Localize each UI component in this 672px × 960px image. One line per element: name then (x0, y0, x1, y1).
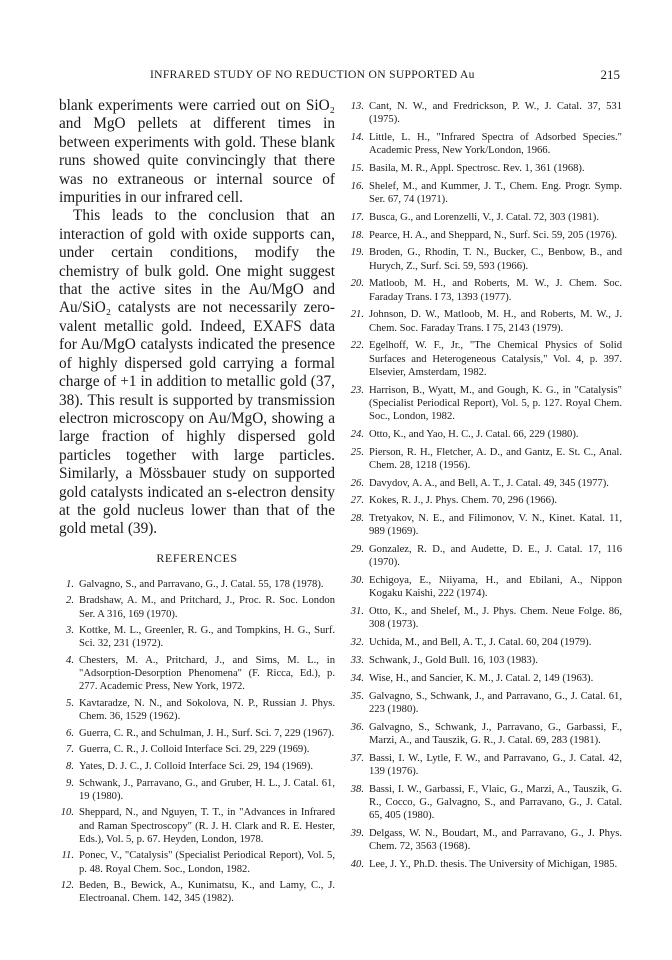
reference-item (349, 690, 622, 716)
reference-text: Gonzalez, R. D., and Audette, D. E., J. Catal. 17, 116 (1970). (369, 544, 622, 569)
references-list-right (349, 100, 622, 871)
reference-number: 7. (66, 744, 74, 756)
reference-number: 3. (66, 625, 74, 637)
reference-item (349, 246, 622, 272)
reference-number: 14. (350, 132, 364, 143)
reference-text: Kavtaradze, N. N., and Sokolova, N. P., Russian J. Phys. Chem. 36, 1529 (1962). (79, 697, 335, 723)
reference-item (349, 211, 622, 224)
reference-item (59, 849, 335, 875)
reference-text: Bassi, I. W., Lytle, F. W., and Parravano, G., J. Catal. 42, 139 (1976). (369, 752, 622, 777)
reference-item (349, 605, 622, 631)
reference-number: 26. (350, 477, 364, 489)
reference-item (59, 727, 335, 740)
reference-item (349, 477, 622, 490)
reference-text: Guerra, C. R., J. Colloid Interface Sci. 29, 229 (1969). (79, 744, 310, 756)
reference-text: Galvagno, S., Schwank, J., and Parravano, G., J. Catal. 61, 223 (1980). (369, 690, 622, 715)
reference-number: 17. (350, 211, 364, 223)
reference-item (59, 806, 335, 846)
reference-text: Galvagno, S., and Parravano, G., J. Catal. 55, 178 (1978). (79, 578, 324, 590)
reference-text: Cant, N. W., and Fredrickson, P. W., J. Catal. 37, 531 (1975). (369, 101, 622, 126)
reference-item (349, 277, 622, 303)
reference-number: 31. (350, 606, 364, 618)
reference-item (59, 777, 335, 803)
reference-number: 5. (66, 697, 74, 709)
reference-number: 23. (350, 384, 364, 396)
reference-text: Johnson, D. W., Matloob, M. H., and Roberts, M. W., J. Chem. Soc. Faraday Trans. I 75, 2143 (1979). (369, 309, 622, 334)
reference-item (349, 162, 622, 175)
reference-number: 25. (350, 446, 364, 458)
reference-text: Basila, M. R., Appl. Spectrosc. Rev. 1, 361 (1968). (369, 163, 585, 174)
body-text (59, 97, 335, 539)
reference-text: Broden, G., Rhodin, T. N., Bucker, C., Benbow, B., and Hurych, Z., Surf. Sci. 59, 593 (1966). (369, 247, 622, 272)
reference-number: 11. (61, 850, 74, 862)
reference-text: Beden, B., Bewick, A., Kunimatsu, K., and Lamy, C., J. Electroanal. Chem. 142, 345 (1982). (79, 880, 335, 905)
reference-item (349, 827, 622, 853)
reference-item (349, 229, 622, 242)
reference-item (349, 858, 622, 871)
reference-item (349, 100, 622, 126)
reference-number: 10. (60, 807, 74, 819)
reference-number: 22. (350, 340, 364, 352)
reference-text: Pierson, R. H., Fletcher, A. D., and Gantz, E. St. C., Anal. Chem. 28, 1218 (1956). (369, 446, 622, 471)
reference-item (349, 428, 622, 441)
reference-item (349, 672, 622, 685)
reference-text: Harrison, B., Wyatt, M., and Gough, K. G., in "Catalysis" (Specialist Periodical Report), Vol. 5, p. 127. Royal Chem. Soc., London, 1982. (369, 384, 622, 422)
reference-text: Tretyakov, N. E., and Filimonov, V. N., Kinet. Katal. 11, 989 (1969). (369, 513, 622, 538)
reference-text: Galvagno, S., Schwank, J., Parravano, G., Garbassi, F., Marzi, A., and Tauszik, G. R., J. Catal. 69, 283 (1981). (369, 721, 622, 746)
body-paragraph: blank experiments were carried out on SiO₂ and MgO pellets at different times in between experiments with gold. These blank runs showed quite convincingly that there was no extraneous or internal source of impurities in our infrared cell. (59, 97, 335, 207)
reference-item (349, 574, 622, 600)
reference-number: 16. (350, 180, 364, 192)
body-paragraph: This leads to the conclusion that an interaction of gold with oxide supports can, under certain conditions, modify the chemistry of bulk gold. One might suggest that the active sites in the Au/MgO and Au/SiO₂ catalysts are not necessarily zero-valent metallic gold. Indeed, EXAFS data for Au/MgO catalysts indicated the presence of highly dispersed gold carrying a formal charge of +1 in addition to metallic gold (37, 38). This result is supported by transmission electron microscopy on Au/MgO, showing a large fraction of highly dispersed gold particles together with large particles. Similarly, a Mössbauer study on supported gold catalysts indicated an s-electron density at the gold nucleus lower than that of the gold metal (39). (59, 207, 335, 538)
reference-number: 33. (350, 654, 364, 666)
reference-item (349, 721, 622, 747)
reference-item (59, 654, 335, 694)
running-header (150, 68, 620, 88)
reference-item (59, 624, 335, 650)
reference-text: Schwank, J., Parravano, G., and Gruber, H. L., J. Catal. 61, 19 (1980). (79, 777, 335, 802)
references-heading: REFERENCES (156, 550, 238, 565)
reference-item (349, 494, 622, 507)
page-number: 215 (600, 67, 620, 82)
reference-number: 27. (350, 495, 364, 507)
reference-number: 9. (66, 777, 74, 789)
reference-number: 37. (350, 752, 364, 764)
reference-text: Lee, J. Y., Ph.D. thesis. The University of Michigan, 1985. (369, 858, 618, 870)
reference-number: 2. (66, 595, 74, 607)
reference-number: 32. (350, 637, 364, 649)
reference-number: 29. (350, 544, 364, 556)
reference-text: Otto, K., and Shelef, M., J. Phys. Chem. Neue Folge. 86, 308 (1973). (369, 606, 622, 631)
reference-item (349, 783, 622, 823)
reference-number: 38. (350, 783, 364, 795)
reference-text: Matloob, M. H., and Roberts, M. W., J. Chem. Soc. Faraday Trans. I 73, 1393 (1977). (369, 278, 622, 303)
reference-number: 35. (350, 690, 364, 702)
reference-text: Davydov, A. A., and Bell, A. T., J. Catal. 49, 345 (1977). (369, 477, 609, 489)
running-title: INFRARED STUDY OF NO REDUCTION ON SUPPORTED Au (150, 68, 475, 81)
reference-number: 30. (350, 575, 364, 587)
reference-item (59, 879, 335, 905)
reference-text: Kottke, M. L., Greenler, R. G., and Tompkins, H. G., Surf. Sci. 32, 231 (1972). (79, 625, 335, 650)
reference-item (59, 697, 335, 723)
reference-number: 19. (350, 247, 364, 259)
right-column (349, 100, 622, 876)
reference-item (349, 543, 622, 569)
reference-number: 4. (66, 654, 74, 666)
reference-number: 6. (66, 727, 74, 739)
reference-text: Sheppard, N., and Nguyen, T. T., in "Advances in Infrared and Raman Spectroscopy" (R. J. H. Clark and R. E. Hester, Eds.), Vol. 5, p. 67. Heyden, London, 1978. (79, 807, 335, 845)
reference-item (59, 760, 335, 773)
reference-text: Ponec, V., "Catalysis" (Specialist Periodical Report), Vol. 5, p. 48. Royal Chem. Soc., London, 1982. (79, 850, 335, 875)
reference-number: 34. (350, 672, 364, 684)
reference-text: Guerra, C. R., and Schulman, J. H., Surf. Sci. 7, 229 (1967). (79, 727, 335, 739)
reference-item (349, 752, 622, 778)
reference-item (349, 180, 622, 206)
reference-text: Kokes, R. J., J. Phys. Chem. 70, 296 (1966). (369, 495, 558, 507)
reference-number: 24. (350, 428, 364, 440)
reference-text: Bassi, I. W., Garbassi, F., Vlaic, G., Marzi, A., Tauszik, G. R., Cocco, G., Galvagno, S., and Parravano, G., J. Catal. 65, 405 (1980). (369, 783, 622, 821)
reference-item (59, 594, 335, 620)
reference-item (349, 636, 622, 649)
reference-text: Uchida, M., and Bell, A. T., J. Catal. 60, 204 (1979). (369, 637, 592, 649)
references-list-left (59, 578, 335, 906)
reference-text: Egelhoff, W. F., Jr., "The Chemical Physics of Solid Surfaces and Heterogeneous Catalysis," Vol. 4, p. 397. Elsevier, Amsterdam, 1982. (369, 340, 622, 378)
reference-item (349, 512, 622, 538)
reference-number: 36. (350, 721, 364, 733)
reference-text: Bradshaw, A. M., and Pritchard, J., Proc. R. Soc. London Ser. A 316, 169 (1970). (79, 595, 335, 620)
reference-text: Otto, K., and Yao, H. C., J. Catal. 66, 229 (1980). (369, 428, 579, 440)
reference-text: Busca, G., and Lorenzelli, V., J. Catal. 72, 303 (1981). (369, 211, 599, 223)
reference-number: 39. (350, 827, 364, 839)
reference-number: 13. (350, 101, 364, 112)
reference-number: 12. (60, 880, 74, 892)
reference-number: 1. (66, 578, 74, 590)
reference-text: Yates, D. J. C., J. Colloid Interface Sci. 29, 194 (1969). (79, 760, 314, 772)
reference-number: 15. (350, 163, 364, 174)
reference-number: 18. (350, 229, 364, 241)
reference-text: Delgass, W. N., Boudart, M., and Parravano, G., J. Phys. Chem. 72, 3563 (1968). (369, 827, 622, 852)
reference-item (349, 339, 622, 379)
reference-text: Echigoya, E., Niiyama, H., and Ebilani, A., Nippon Kogaku Kaishi, 222 (1974). (369, 575, 622, 600)
reference-item (349, 446, 622, 472)
reference-number: 8. (66, 760, 74, 772)
reference-item (349, 131, 622, 157)
reference-number: 40. (350, 858, 364, 870)
reference-text: Pearce, H. A., and Sheppard, N., Surf. Sci. 59, 205 (1976). (369, 229, 618, 241)
reference-item (349, 384, 622, 424)
reference-text: Little, L. H., "Infrared Spectra of Adsorbed Species." Academic Press, New York/London, 1966. (369, 132, 622, 157)
reference-item (349, 654, 622, 667)
left-column (59, 97, 335, 909)
reference-item (349, 308, 622, 334)
reference-text: Chesters, M. A., Pritchard, J., and Sims, M. L., in "Adsorption-Desorption Phenomena" (F. Ricca, Ed.), p. 277. Academic Press, New York, 1972. (79, 654, 335, 693)
reference-text: Wise, H., and Sancier, K. M., J. Catal. 2, 149 (1963). (369, 672, 594, 684)
reference-number: 20. (350, 278, 364, 290)
reference-text: Schwank, J., Gold Bull. 16, 103 (1983). (369, 654, 538, 666)
reference-item (59, 578, 335, 591)
reference-item (59, 743, 335, 756)
reference-text: Shelef, M., and Kummer, J. T., Chem. Eng. Progr. Symp. Ser. 67, 74 (1971). (369, 180, 622, 205)
reference-number: 21. (350, 309, 364, 321)
reference-number: 28. (350, 513, 364, 525)
